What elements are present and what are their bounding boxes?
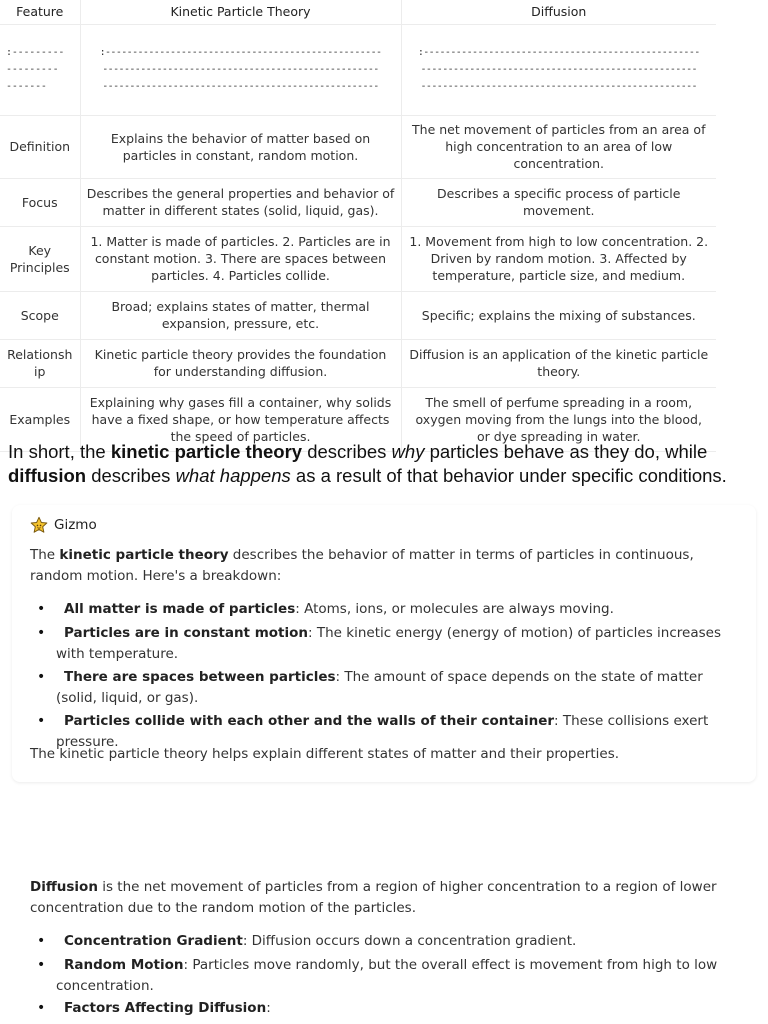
bullet-bold: Particles collide with each other and the walls of their container bbox=[64, 713, 555, 729]
kinetic-cell: 1. Matter is made of particles. 2. Particles are in constant motion. 3. There are spaces between particles. 4. Particles collide. bbox=[80, 226, 401, 291]
list-item bbox=[37, 955, 736, 997]
diffusion-cell: Describes a specific process of particle movement. bbox=[401, 178, 716, 226]
gizmo-closing: The kinetic particle theory helps explain different states of matter and their properties. bbox=[30, 746, 620, 762]
bullet-icon: • bbox=[37, 625, 46, 641]
row-label: Key Principles bbox=[0, 226, 80, 291]
intro-text: describes the behavior of matter in terms of particles in continuous, random motion. Here's a breakdown: bbox=[30, 547, 694, 584]
bullet-icon: • bbox=[37, 1000, 46, 1016]
kinetic-cell: Explaining why gases fill a container, why solids have a fixed shape, or how temperature affects the speed of particles. bbox=[80, 387, 401, 451]
bullet-text: : Atoms, ions, or molecules are always moving. bbox=[295, 601, 614, 617]
summary-italic: why bbox=[391, 441, 425, 462]
separator-cell: :--------- --------- ------- bbox=[0, 24, 80, 115]
table-row bbox=[0, 178, 716, 226]
list-item bbox=[37, 998, 736, 1019]
bullet-icon: • bbox=[37, 713, 46, 729]
bullet-bold: Concentration Gradient bbox=[64, 933, 243, 949]
separator-cell: :--------------------------------------------------- --------------------------------------------------- --------------------------------------------------- bbox=[80, 24, 401, 115]
list-item bbox=[37, 599, 736, 620]
header-diffusion: Diffusion bbox=[401, 0, 716, 24]
row-label: Relationship bbox=[0, 339, 80, 387]
table-row bbox=[0, 339, 716, 387]
bullet-text: : Diffusion occurs down a concentration gradient. bbox=[242, 933, 577, 949]
gizmo-intro bbox=[30, 545, 745, 587]
table-header-row bbox=[0, 0, 716, 24]
summary-text: particles behave as they do, while bbox=[424, 441, 708, 462]
kinetic-cell: Describes the general properties and behavior of matter in different states (solid, liquid, gas). bbox=[80, 178, 401, 226]
list-item bbox=[37, 667, 736, 709]
bullet-bold: All matter is made of particles bbox=[64, 601, 296, 617]
kinetic-cell: Explains the behavior of matter based on particles in constant, random motion. bbox=[80, 115, 401, 178]
star-icon bbox=[30, 516, 48, 534]
row-label: Focus bbox=[0, 178, 80, 226]
diffusion-cell: The smell of perfume spreading in a room, oxygen moving from the lungs into the blood, or dye spreading in water. bbox=[401, 387, 716, 451]
table-row bbox=[0, 291, 716, 339]
bullet-bold: There are spaces between particles bbox=[64, 669, 336, 685]
diffusion-cell: The net movement of particles from an area of high concentration to an area of low concentration. bbox=[401, 115, 716, 178]
diffusion-cell: Diffusion is an application of the kinetic particle theory. bbox=[401, 339, 716, 387]
bullet-text: : bbox=[266, 1000, 271, 1016]
kinetic-cell: Broad; explains states of matter, thermal expansion, pressure, etc. bbox=[80, 291, 401, 339]
bullet-text: : These collisions exert pressure. bbox=[56, 713, 709, 750]
list-item bbox=[37, 931, 736, 952]
gizmo-name: Gizmo bbox=[54, 517, 97, 533]
bullet-text: : The amount of space depends on the state of matter (solid, liquid, or gas). bbox=[56, 669, 703, 706]
comparison-table bbox=[0, 0, 716, 452]
diffusion-intro bbox=[30, 877, 745, 919]
summary-text: In short, the bbox=[8, 441, 111, 462]
bullet-icon: • bbox=[37, 669, 46, 685]
header-kinetic-particle-theory: Kinetic Particle Theory bbox=[80, 0, 401, 24]
table-row bbox=[0, 115, 716, 178]
summary-italic: what happens bbox=[175, 465, 291, 486]
summary-bold-term: kinetic particle theory bbox=[110, 441, 303, 462]
summary-paragraph bbox=[8, 440, 760, 488]
summary-text: describes bbox=[302, 441, 392, 462]
list-item bbox=[37, 623, 736, 665]
intro-text: is the net movement of particles from a region of higher concentration to a region of lower concentration due to the random motion of the particles. bbox=[30, 879, 717, 916]
bullet-icon: • bbox=[37, 601, 46, 617]
row-label: Definition bbox=[0, 115, 80, 178]
bullet-text: : Particles move randomly, but the overall effect is movement from high to low concentration. bbox=[56, 957, 718, 994]
summary-text: as a result of that behavior under specific conditions. bbox=[290, 465, 727, 486]
table-row bbox=[0, 226, 716, 291]
gizmo-header bbox=[30, 515, 97, 535]
summary-bold-term: diffusion bbox=[8, 465, 87, 486]
bullet-icon: • bbox=[37, 933, 46, 949]
row-label: Examples bbox=[0, 387, 80, 451]
bullet-bold: Particles are in constant motion bbox=[64, 625, 309, 641]
bullet-text: : The kinetic energy (energy of motion) of particles increases with temperature. bbox=[56, 625, 721, 662]
header-feature: Feature bbox=[0, 0, 80, 24]
bullet-bold: Factors Affecting Diffusion bbox=[64, 1000, 267, 1016]
intro-bold: Diffusion bbox=[30, 879, 98, 895]
diffusion-cell: 1. Movement from high to low concentration. 2. Driven by random motion. 3. Affected by temperature, particle size, and medium. bbox=[401, 226, 716, 291]
separator-row bbox=[0, 24, 716, 115]
bullet-bold: Random Motion bbox=[64, 957, 184, 973]
intro-bold: kinetic particle theory bbox=[59, 547, 229, 563]
kinetic-cell: Kinetic particle theory provides the foundation for understanding diffusion. bbox=[80, 339, 401, 387]
row-label: Scope bbox=[0, 291, 80, 339]
separator-cell: :--------------------------------------------------- --------------------------------------------------- --------------------------------------------------- bbox=[401, 24, 716, 115]
bullet-icon: • bbox=[37, 957, 46, 973]
diffusion-cell: Specific; explains the mixing of substances. bbox=[401, 291, 716, 339]
intro-text: The bbox=[30, 547, 60, 563]
summary-text: describes bbox=[86, 465, 176, 486]
